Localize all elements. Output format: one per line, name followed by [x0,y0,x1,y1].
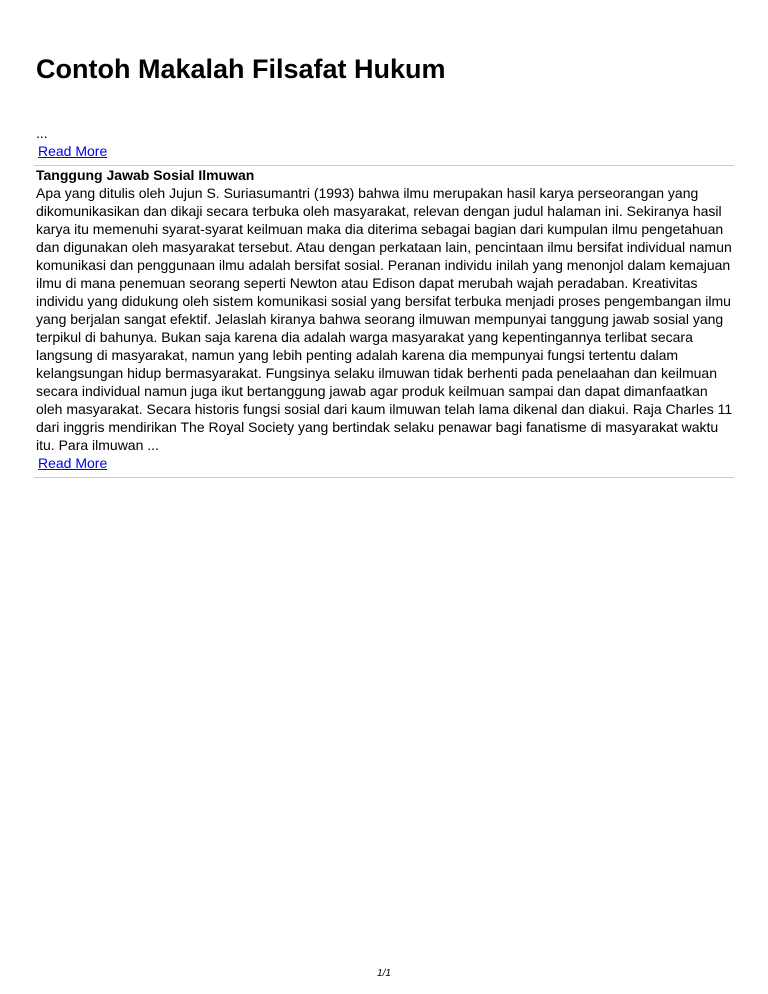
entry-snippet: ... [36,125,48,141]
entry-heading: Tanggung Jawab Sosial Ilmuwan [36,167,255,183]
page-title: Contoh Makalah Filsafat Hukum [36,54,446,84]
entry-snippet: Apa yang ditulis oleh Jujun S. Suriasumantri (1993) bahwa ilmu merupakan hasil karya perseorangan yang dikomunikasikan dan dikaji secara terbuka oleh masyarakat, relevan dengan judul halaman ini. Sekiranya hasil karya itu memenuhi syarat-syarat keilmuan maka dia diterima sebagai bagian dari kumpulan ilmu pengetahuan dan digunakan oleh masyarakat tersebut. Atau dengan perkataan lain, pencintaan ilmu bersifat individual namun komunikasi dan penggunaan ilmu adalah bersifat sosial. Peranan individu inilah yang menonjol dalam kemajuan ilmu di mana penemuan seorang seperti Newton atau Edison dapat merubah wajah peradaban. Kreativitas individu yang didukung oleh sistem komunikasi sosial yang bersifat terbuka menjadi proses pengembangan ilmu yang berjalan sangat efektif. Jelaslah kiranya bahwa seorang ilmuwan mempunyai tanggung jawab sosial yang terpikul di bahunya. Bukan saja karena dia adalah warga masyarakat yang kepentingannya terlibat secara langsung di masyarakat, namun yang lebih penting adalah karena dia mempunyai fungsi tertentu dalam kelangsungan hidup bermasyarakat. Fungsinya selaku ilmuwan tidak berhenti pada penelaahan dan keilmuan secara individual namun juga ikut bertanggung jawab agar produk keilmuan sampai dan dapat dimanfaatkan oleh masyarakat. Secara historis fungsi sosial dari kaum ilmuwan telah lama dikenal dan diakui. Raja Charles 11 dari inggris mendirikan The Royal Society yang bertindak selaku penawar bagi fanatisme di masyarakat waktu itu. Para ilmuwan ... [36,185,733,453]
entry-divider [34,477,734,478]
entry-tanggung-jawab [34,166,734,478]
read-more-link[interactable]: Read More [38,143,108,159]
entry-ellipsis [34,124,734,166]
read-more-link[interactable]: Read More [38,455,108,471]
page-number: 1/1 [377,968,391,979]
